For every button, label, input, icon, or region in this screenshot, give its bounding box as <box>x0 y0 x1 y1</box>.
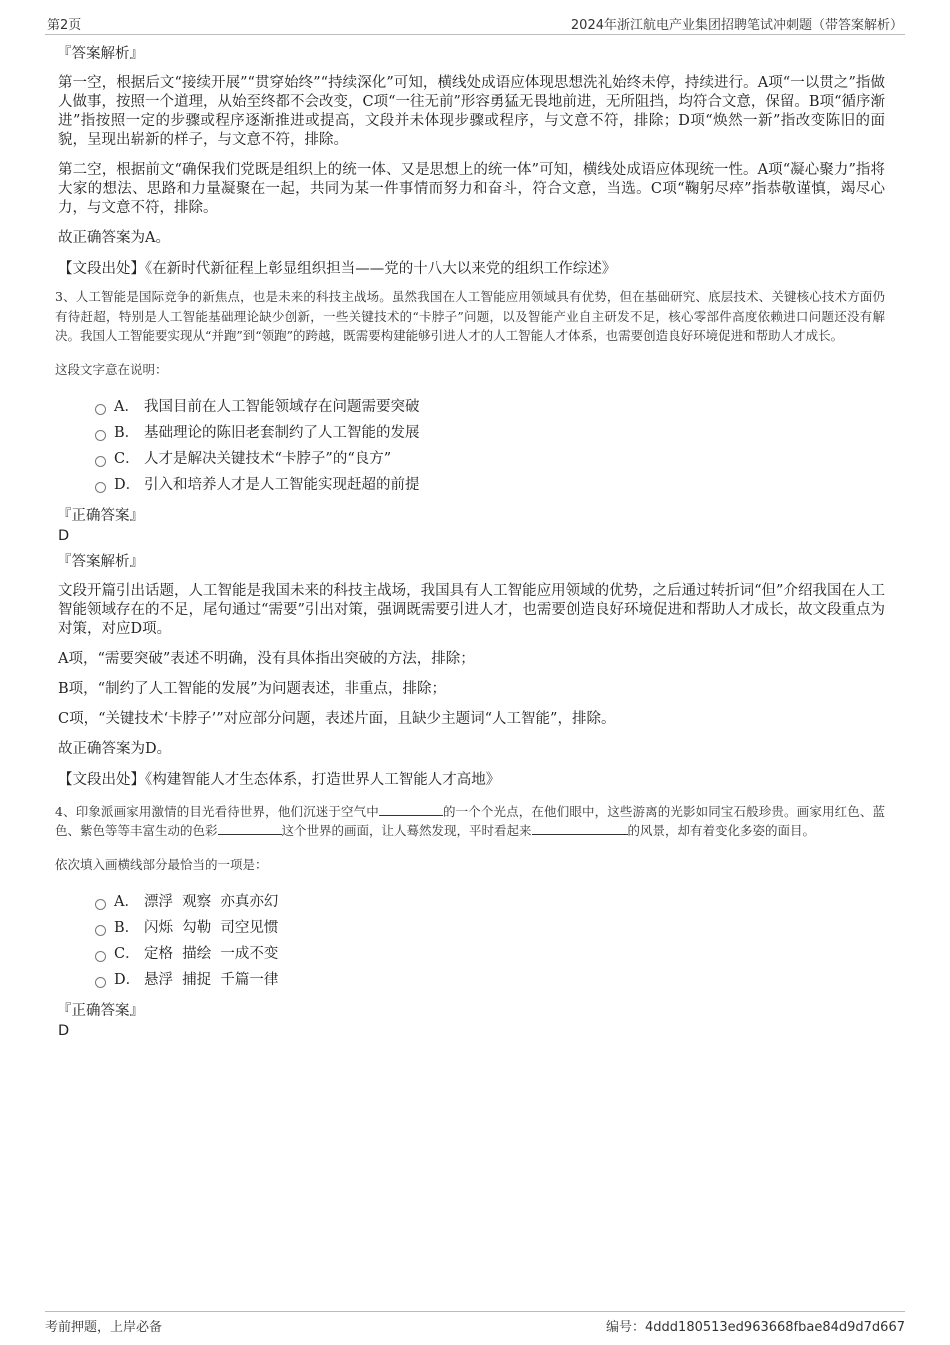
option-label: C． <box>114 450 140 467</box>
radio-circle-icon[interactable] <box>95 404 106 415</box>
option-text: 悬浮 捕捉 千篇一律 <box>144 971 279 988</box>
footer-slogan: 考前押题，上岸必备 <box>45 1320 163 1335</box>
correct-answer-label: 『正确答案』 <box>57 1002 144 1019</box>
page-footer <box>45 1311 905 1334</box>
option-label: B． <box>114 424 140 441</box>
radio-circle-icon[interactable] <box>95 925 106 936</box>
analysis-paragraph: A项，“需要突破”表述不明确，没有具体指出突破的方法，排除； <box>58 650 475 667</box>
option-label: D． <box>114 476 141 493</box>
option-d[interactable] <box>95 472 885 498</box>
analysis-paragraph: 故正确答案为D。 <box>58 740 172 757</box>
correct-answer-label: 『正确答案』 <box>57 507 144 524</box>
radio-circle-icon[interactable] <box>95 977 106 988</box>
source-citation: 【文段出处】《构建智能人才生态体系，打造世界人工智能人才高地》 <box>58 771 501 788</box>
document-title: 2024年浙江航电产业集团招聘笔试冲刺题（带答案解析） <box>570 18 903 33</box>
question-prompt: 这段文字意在说明： <box>55 361 168 377</box>
option-text: 人才是解决关键技术“卡脖子”的“良方” <box>144 450 392 467</box>
correct-answer: D <box>58 1022 70 1039</box>
option-d[interactable] <box>95 967 885 993</box>
option-b[interactable] <box>95 420 885 446</box>
stem-part: 这个世界的画面，让人蓦然发现，平时看起来 <box>281 823 532 838</box>
radio-circle-icon[interactable] <box>95 899 106 910</box>
option-a[interactable] <box>95 889 885 915</box>
option-label: A． <box>114 893 139 910</box>
analysis-paragraph: 文段开篇引出话题，人工智能是我国未来的科技主战场，我国具有人工智能应用领域的优势，之后通过转折词“但”介绍我国在人工智能领域存在的不足，尾句通过“需要”引出对策，强调既需要引进人才，也需要创造良好环境促进和帮助人才成长，故文段重点为对策，对应D项。 <box>58 582 885 637</box>
option-text: 漂浮 观察 亦真亦幻 <box>144 893 279 910</box>
option-label: B． <box>114 919 140 936</box>
question-prompt: 依次填入画横线部分最恰当的一项是： <box>55 856 268 872</box>
stem-part: 的一个个光点，在他们眼中，这些游离的光影如同宝石般珍贵。画家用红色、蓝色、紫色等等丰富生动的色彩 <box>55 803 885 838</box>
option-label: D． <box>114 971 141 988</box>
document-id: 编号：4ddd180513ed963668fbae84d9d7d667 <box>606 1320 905 1335</box>
option-text: 定格 描绘 一成不变 <box>144 945 279 962</box>
page-number: 第2页 <box>47 18 82 33</box>
analysis-paragraph: 故正确答案为A。 <box>58 230 170 246</box>
analysis-paragraph: 第二空，根据前文“确保我们党既是组织上的统一体、又是思想上的统一体”可知，横线处成语应体现统一性。A项“凝心聚力”指将大家的想法、思路和力量凝聚在一起，共同为某一件事情而努力和奋斗，符合文意，当选。C项“鞠躬尽瘁”指恭敬谨慎，竭尽心力，与文意不符，排除。 <box>58 162 885 216</box>
radio-circle-icon[interactable] <box>95 456 106 467</box>
radio-circle-icon[interactable] <box>95 430 106 441</box>
analysis-paragraph: C项，“关键技术‘卡脖子’”对应部分问题，表述片面，且缺少主题词“人工智能”，排除。 <box>58 710 616 727</box>
page-header <box>45 14 905 35</box>
option-text: 基础理论的陈旧老套制约了人工智能的发展 <box>144 424 420 441</box>
analysis-paragraph: 第一空，根据后文“接续开展”“贯穿始终”“持续深化”可知，横线处成语应体现思想洗礼始终未停，持续进行。A项“一以贯之”指做人做事，按照一个道理，从始至终都不会改变，C项“一往无前”形容勇猛无畏地前进，无所阻挡，均符合文意，保留。B项“循序渐进”指按照一定的步骤或程序逐渐推进或提高，文段并未体现步骤或程序，与文意不符，排除；D项“焕然一新”指改变陈旧的面貌，呈现出崭新的样子，与文意不符，排除。 <box>58 75 885 148</box>
option-b[interactable] <box>95 915 885 941</box>
question-stem <box>55 802 885 841</box>
option-text: 引入和培养人才是人工智能实现赶超的前提 <box>144 476 420 493</box>
stem-part: 4、印象派画家用激情的目光看待世界，他们沉迷于空气中 <box>55 803 379 819</box>
option-a[interactable] <box>95 394 885 420</box>
source-citation: 【文段出处】《在新时代新征程上彰显组织担当——党的十八大以来党的组织工作综述》 <box>58 261 617 277</box>
analysis-label: 『答案解析』 <box>57 553 144 570</box>
fill-blank <box>379 802 443 816</box>
options-group <box>95 889 885 993</box>
option-label: C． <box>114 945 140 962</box>
options-group <box>95 394 885 498</box>
stem-part: 的风景，却有着变化多姿的面目。 <box>627 823 816 838</box>
analysis-paragraph: B项，“制约了人工智能的发展”为问题表述，非重点，排除； <box>58 680 446 697</box>
radio-circle-icon[interactable] <box>95 482 106 493</box>
question-stem: 3、人工智能是国际竞争的新焦点，也是未来的科技主战场。虽然我国在人工智能应用领域具有优势，但在基础研究、底层技术、关键核心技术方面仍有待赶超，特别是人工智能基础理论缺少创新，一些关键技术的“卡脖子”问题，以及智能产业自主研发不足，核心零部件高度依赖进口问题还没有解决。我国人工智能要实现从“并跑”到“领跑”的跨越，既需要构建能够引进人才的人工智能人才体系，也需要创造良好环境促进和帮助人才成长。 <box>55 289 885 343</box>
option-c[interactable] <box>95 941 885 967</box>
radio-circle-icon[interactable] <box>95 951 106 962</box>
fill-blank <box>218 821 282 835</box>
option-text: 我国目前在人工智能领域存在问题需要突破 <box>144 398 420 415</box>
fill-blank <box>532 821 628 835</box>
option-label: A． <box>114 398 139 415</box>
correct-answer: D <box>58 527 70 544</box>
analysis-label: 『答案解析』 <box>57 46 144 62</box>
option-c[interactable] <box>95 446 885 472</box>
option-text: 闪烁 勾勒 司空见惯 <box>144 919 279 936</box>
document-body <box>55 44 885 1047</box>
